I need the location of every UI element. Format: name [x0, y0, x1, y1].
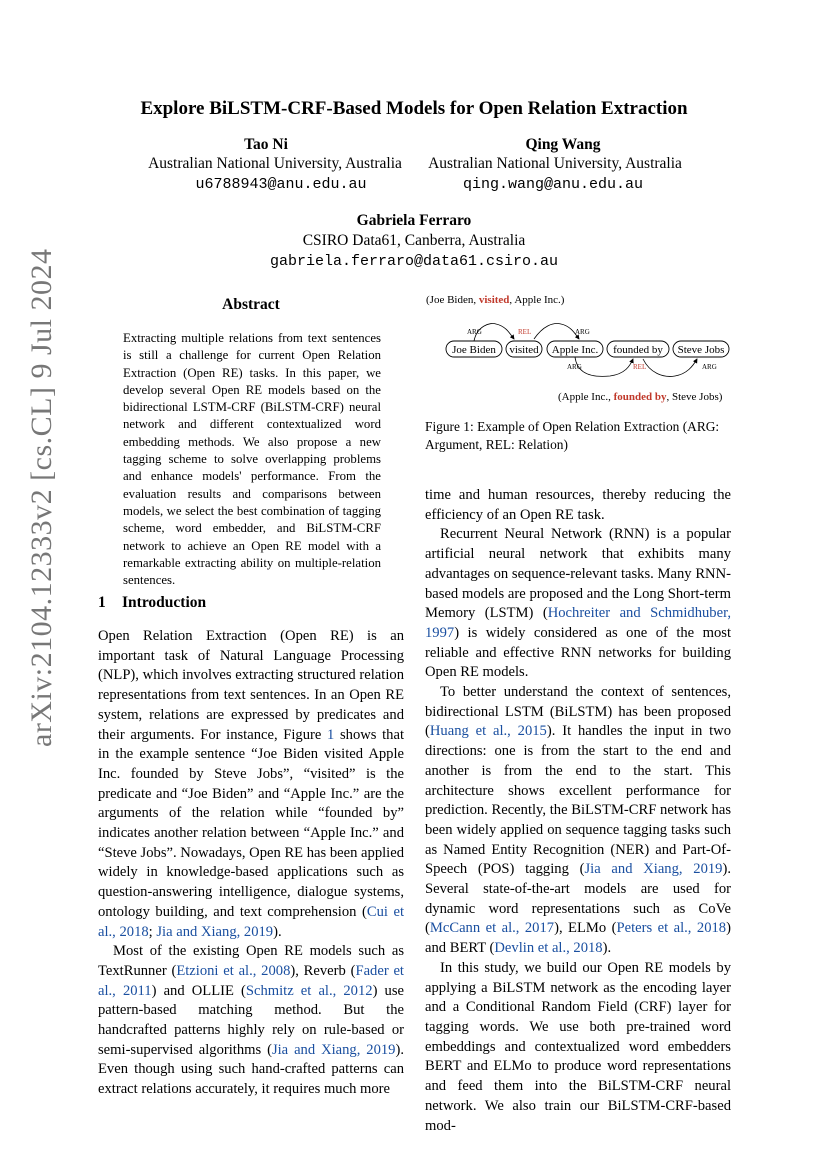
left-column: [98, 627, 404, 1100]
author-name: Tao Ni: [244, 136, 288, 153]
author-affiliation: Australian National University, Australia: [148, 155, 402, 172]
abstract-text: Extracting multiple relations from text sentences is still a challenge for current Open Relation Extraction (Open RE) tasks. In this paper, we develop several Open RE models based on the bidirectional LSTM-CRF (BiLSTM-CRF) neural network and different contextualized word embedding methods. We also propose a new tagging scheme to solve overlapping problems and enhance models' performance. From the evaluation results and comparisons between models, we select the best combination of tagging scheme, word embedder, and BiLSTM-CRF network to achieve an Open RE model with a remarkable extracting ability on multiple-relation sentences.: [123, 331, 381, 588]
citation-link[interactable]: Cui et al., 2018: [98, 903, 404, 940]
arc-label-arg: ARG: [467, 328, 482, 336]
author-email: qing.wang@anu.edu.au: [462, 176, 644, 193]
section-heading: [98, 594, 206, 612]
citation-link[interactable]: Devlin et al., 2018: [494, 940, 603, 957]
arc-arrow: [534, 324, 579, 339]
arc-label-arg: ARG: [567, 363, 582, 371]
section-number: 1: [98, 594, 106, 611]
arc-label-rel: REL: [518, 328, 532, 336]
figure-triple-top: [426, 294, 564, 306]
triple-close: , Steve Jobs): [666, 391, 723, 403]
figure-triple-bottom: [558, 391, 722, 403]
arc-label-arg: ARG: [575, 328, 590, 336]
author-name: Gabriela Ferraro: [356, 212, 472, 229]
token-box: [506, 341, 542, 357]
triple-close: , Apple Inc.): [509, 294, 565, 306]
token-label: Apple Inc.: [551, 344, 599, 356]
citation-link[interactable]: Fader et al., 2011: [98, 962, 404, 999]
author-affiliation: CSIRO Data61, Canberra, Australia: [302, 232, 526, 249]
paper-title: Explore BiLSTM-CRF-Based Models for Open Relation Extraction: [140, 98, 688, 119]
section-title: Introduction: [122, 594, 207, 611]
citation-link[interactable]: Hochreiter and Schmidhuber, 1997: [425, 605, 731, 641]
arc-arrow: [575, 357, 633, 376]
author-affiliation: Australian National University, Australia: [428, 155, 682, 172]
paragraph: Most of the existing Open RE models such as TextRunner (Etzioni et al., 2008), Reverb (Fader et al., 2011) and OLLIE (Schmitz et al., 2012) use pattern-based matching method. But the handcrafted patterns highly rely on rule-based or semi-supervised algorithms (Jia and Xiang, 2019). Even though using such hand-crafted patterns can extract relations accurately, it requires much more: [98, 943, 405, 1098]
citation-link[interactable]: Etzioni et al., 2008: [176, 962, 291, 979]
abstract-heading: Abstract: [222, 296, 280, 313]
citation-link[interactable]: Peters et al., 2018: [616, 920, 727, 937]
citation-link[interactable]: Jia and Xiang, 2019: [156, 923, 274, 940]
paragraph: Recurrent Neural Network (RNN) is a popular artificial neural network that exhibits many advantages on sequence-relevant tasks. Many RNN-based models are proposed and the Long Short-term Memory (LSTM) (Hochreiter and Schmidhuber, 1997) is widely considered as one of the most reliable and effective RNN networks for building Open RE models.: [425, 526, 731, 681]
triple-open: (Apple Inc.,: [558, 391, 614, 403]
author-name: Qing Wang: [525, 136, 601, 153]
token-label: visited: [509, 344, 539, 356]
arc-label-arg: ARG: [702, 363, 717, 371]
author-email: gabriela.ferraro@data61.csiro.au: [269, 253, 559, 270]
token-box: [547, 341, 603, 357]
token-box: [446, 341, 502, 357]
token-box: [673, 341, 729, 357]
triple-relation: visited: [478, 294, 510, 306]
relation-figure: [425, 318, 735, 382]
author-email: u6788943@anu.edu.au: [195, 176, 367, 193]
figure-reference-link[interactable]: 1: [327, 726, 335, 743]
token-box: [607, 341, 669, 357]
figure-caption: Figure 1: Example of Open Relation Extraction (ARG: Argument, REL: Relation): [425, 419, 720, 452]
arc-label-rel: REL: [633, 363, 647, 371]
right-column: [425, 486, 731, 1136]
paragraph: time and human resources, thereby reducing the efficiency of an Open RE task.: [425, 487, 731, 523]
citation-link[interactable]: Jia and Xiang, 2019: [584, 861, 723, 878]
token-label: Steve Jobs: [677, 344, 725, 356]
token-label: founded by: [613, 344, 663, 356]
arxiv-identifier: arXiv:2104.12333v2 [cs.CL] 9 Jul 2024: [25, 248, 58, 747]
citation-link[interactable]: Jia and Xiang, 2019: [271, 1041, 396, 1058]
arc-arrow: [643, 359, 697, 376]
citation-link[interactable]: McCann et al., 2017: [429, 920, 555, 937]
citation-link[interactable]: Schmitz et al., 2012: [245, 982, 373, 999]
token-label: Joe Biden: [452, 344, 496, 356]
paragraph: To better understand the context of sentences, bidirectional LSTM (BiLSTM) has been proposed (Huang et al., 2015). It handles the input in two directions: one is from the start to the end and another is from the end to the start. This architecture shows excellent performance for prediction. Recently, the BiLSTM-CRF network has been widely applied on sequence tagging tasks such as Named Entity Recognition (NER) and Part-Of-Speech (POS) tagging (Jia and Xiang, 2019). Several state-of-the-art models are used for dynamic word representations such as CoVe (McCann et al., 2017), ELMo (Peters et al., 2018) and BERT (Devlin et al., 2018).: [425, 684, 731, 957]
paragraph: Open Relation Extraction (Open RE) is an important task of Natural Language Processing (NLP), which involves extracting structured relation representations from text sentences. In an Open RE system, relations are expressed by predicates and their arguments. For instance, Figure 1 shows that in the example sentence “Joe Biden visited Apple Inc. founded by Steve Jobs”, “visited” is the predicate and “Joe Biden” and “Apple Inc.” are the arguments of the relation while “founded by” indicates another relation between “Apple Inc.” and “Steve Jobs”. Nowadays, Open RE has been applied widely in knowledge-based applications such as question-answering intelligence, dialogue systems, ontology building, and text comprehension (Cui et al., 2018; Jia and Xiang, 2019).: [98, 628, 405, 940]
paragraph: In this study, we build our Open RE models by applying a BiLSTM network as the encoding layer and a Conditional Random Field (CRF) layer for tagging words. We use both pre-trained word embeddings and contextualized word embedders BERT and ELMo to produce word representations and feed them into the BiLSTM-CRF neural network. We also train our BiLSTM-CRF-based mod-: [425, 959, 731, 1134]
triple-open: (Joe Biden,: [426, 294, 479, 306]
citation-link[interactable]: Huang et al., 2015: [429, 723, 547, 740]
triple-relation: founded by: [613, 391, 667, 403]
